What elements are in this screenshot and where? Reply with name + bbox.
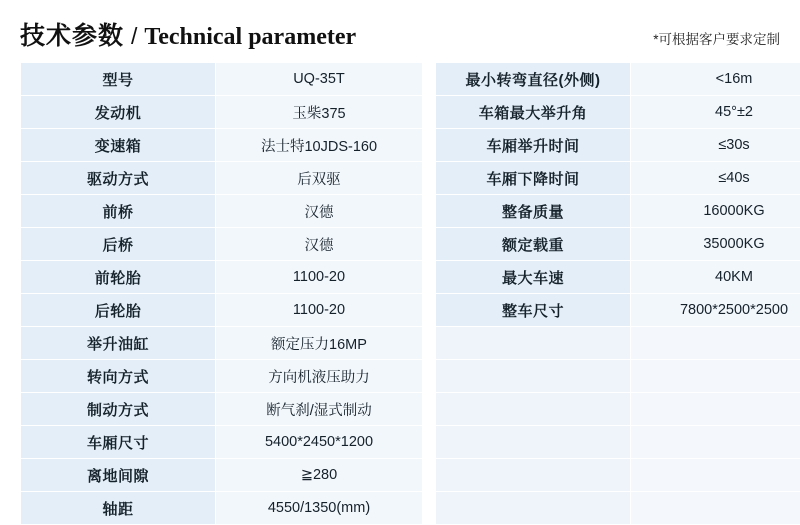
spec-value: 玉柴375 (216, 96, 423, 129)
spec-value (631, 459, 800, 492)
spec-value (631, 327, 800, 360)
table-row (436, 162, 800, 195)
spec-value: ≤30s (631, 129, 800, 162)
table-row (21, 96, 423, 129)
spec-label (436, 393, 631, 426)
page-title-en: Technical parameter (144, 24, 356, 51)
spec-label: 车厢举升时间 (436, 129, 631, 162)
table-row (436, 261, 800, 294)
page-title (20, 16, 356, 52)
spec-value: 断气刹/湿式制动 (216, 393, 423, 426)
left-spec-table-body (21, 63, 423, 525)
spec-label: 发动机 (21, 96, 216, 129)
table-row-empty (436, 492, 800, 525)
table-row (21, 129, 423, 162)
table-row (21, 228, 423, 261)
spec-value: 4550/1350(mm) (216, 492, 423, 525)
table-row (21, 393, 423, 426)
table-row (21, 492, 423, 525)
spec-label: 车厢下降时间 (436, 162, 631, 195)
table-row (21, 261, 423, 294)
spec-label: 驱动方式 (21, 162, 216, 195)
spec-label: 转向方式 (21, 360, 216, 393)
right-spec-table-body (436, 63, 800, 525)
spec-value: 汉德 (216, 195, 423, 228)
spec-label (436, 459, 631, 492)
spec-label: 后桥 (21, 228, 216, 261)
page-header (16, 0, 784, 62)
table-row-empty (436, 426, 800, 459)
spec-value: 法士特10JDS-160 (216, 129, 423, 162)
spec-value: 40KM (631, 261, 800, 294)
table-row-empty (436, 459, 800, 492)
spec-value (631, 393, 800, 426)
table-row (21, 63, 423, 96)
spec-value: 1100-20 (216, 294, 423, 327)
table-row (436, 294, 800, 327)
spec-label: 轴距 (21, 492, 216, 525)
table-row (436, 96, 800, 129)
table-row (21, 459, 423, 492)
spec-tables-container (16, 62, 784, 525)
spec-value: 汉德 (216, 228, 423, 261)
spec-label: 离地间隙 (21, 459, 216, 492)
spec-value (631, 360, 800, 393)
table-row (21, 426, 423, 459)
spec-label: 最小转弯直径(外侧) (436, 63, 631, 96)
spec-value: 1100-20 (216, 261, 423, 294)
page-title-cn: 技术参数 (20, 16, 124, 52)
spec-label: 额定载重 (436, 228, 631, 261)
spec-label: 制动方式 (21, 393, 216, 426)
spec-label (436, 360, 631, 393)
spec-label (436, 426, 631, 459)
spec-label: 整备质量 (436, 195, 631, 228)
spec-value: ≤40s (631, 162, 800, 195)
spec-label: 车箱最大举升角 (436, 96, 631, 129)
spec-label: 变速箱 (21, 129, 216, 162)
spec-label: 车厢尺寸 (21, 426, 216, 459)
spec-value: 5400*2450*1200 (216, 426, 423, 459)
table-row (436, 63, 800, 96)
table-row (436, 129, 800, 162)
spec-label: 举升油缸 (21, 327, 216, 360)
spec-label: 型号 (21, 63, 216, 96)
customization-note: *可根据客户要求定制 (653, 28, 780, 50)
spec-value: 45°±2 (631, 96, 800, 129)
right-spec-table (435, 62, 800, 525)
table-row (436, 228, 800, 261)
spec-label: 后轮胎 (21, 294, 216, 327)
table-row (21, 327, 423, 360)
spec-value: 35000KG (631, 228, 800, 261)
table-row-empty (436, 327, 800, 360)
table-row (21, 162, 423, 195)
spec-value: <16m (631, 63, 800, 96)
table-row (21, 195, 423, 228)
spec-label (436, 327, 631, 360)
spec-value (631, 492, 800, 525)
spec-value: UQ-35T (216, 63, 423, 96)
spec-value: 16000KG (631, 195, 800, 228)
spec-value (631, 426, 800, 459)
left-spec-table (20, 62, 423, 525)
table-row (21, 360, 423, 393)
spec-value: ≧280 (216, 459, 423, 492)
table-row-empty (436, 360, 800, 393)
spec-label: 前轮胎 (21, 261, 216, 294)
spec-value: 方向机液压助力 (216, 360, 423, 393)
spec-label: 最大车速 (436, 261, 631, 294)
page-title-separator: / (131, 23, 137, 50)
spec-value: 额定压力16MP (216, 327, 423, 360)
spec-label (436, 492, 631, 525)
spec-label: 前桥 (21, 195, 216, 228)
table-row (21, 294, 423, 327)
table-row (436, 195, 800, 228)
table-row-empty (436, 393, 800, 426)
spec-value: 7800*2500*2500 (631, 294, 800, 327)
spec-label: 整车尺寸 (436, 294, 631, 327)
spec-value: 后双驱 (216, 162, 423, 195)
